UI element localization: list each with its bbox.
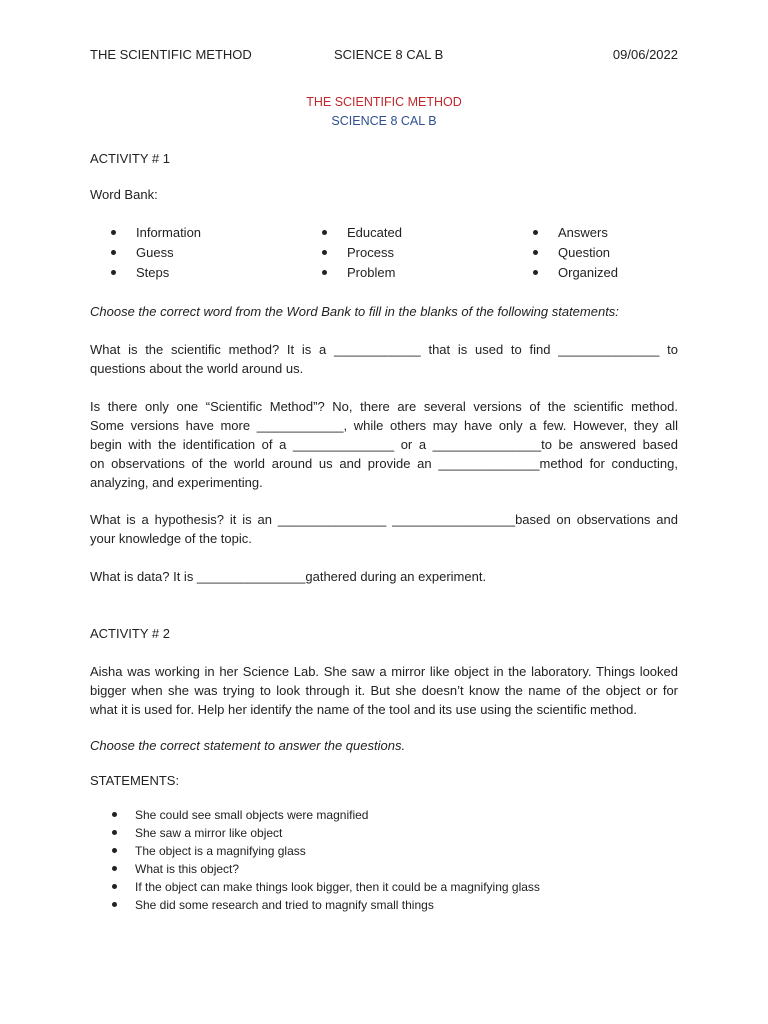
header-class: SCIENCE 8 CAL B <box>334 47 444 62</box>
word-bank-item: Steps <box>111 265 311 285</box>
word-bank-item: Guess <box>111 245 311 265</box>
word-bank-item: Question <box>533 245 733 265</box>
statement-item: She did some research and tried to magnify small things <box>90 897 678 915</box>
question-line: on observations of the world around us and provide an ______________method for conducting, <box>90 456 678 471</box>
activity-2-heading: ACTIVITY # 2 <box>90 626 170 641</box>
activity-1-instruction: Choose the correct word from the Word Bank to fill in the blanks of the following statements: <box>90 304 619 319</box>
question-line: analyzing, and experimenting. <box>90 475 263 490</box>
question-line: questions about the world around us. <box>90 361 304 376</box>
word-bank-column-2 <box>322 225 522 285</box>
statement-item: What is this object? <box>90 861 678 879</box>
word-bank-item: Problem <box>322 265 522 285</box>
header-date: 09/06/2022 <box>612 47 678 62</box>
statements-label: STATEMENTS: <box>90 773 180 788</box>
paragraph-line: Aisha was working in her Science Lab. She saw a mirror like object in the laboratory. Things looked <box>90 664 678 679</box>
statement-item: She saw a mirror like object <box>90 825 678 843</box>
statements-list <box>90 807 678 915</box>
word-bank-column-3 <box>533 225 733 285</box>
statement-item: If the object can make things look bigger, then it could be a magnifying glass <box>90 879 678 897</box>
word-bank-column-1 <box>111 225 311 285</box>
activity-2-instruction: Choose the correct statement to answer the questions. <box>90 738 406 753</box>
question-hypothesis <box>90 510 678 548</box>
question-line: begin with the identification of a ______________ or a _______________to be answered based <box>90 437 678 452</box>
header-left-title: THE SCIENTIFIC METHOD <box>90 47 252 62</box>
activity-1-heading: ACTIVITY # 1 <box>90 151 170 166</box>
question-line: your knowledge of the topic. <box>90 531 252 546</box>
word-bank-item: Educated <box>322 225 522 245</box>
word-bank-item: Process <box>322 245 522 265</box>
question-line: Is there only one “Scientific Method”? No, there are several versions of the scientific method. <box>90 399 678 414</box>
question-scientific-method <box>90 340 678 378</box>
question-data: What is data? It is _______________gathered during an experiment. <box>90 569 487 584</box>
paragraph-line: bigger when she was trying to look through it. But she doesn’t know the name of the object or for <box>90 683 678 698</box>
word-bank-item: Answers <box>533 225 733 245</box>
word-bank-label: Word Bank: <box>90 187 158 202</box>
page-subtitle: SCIENCE 8 CAL B <box>331 114 437 128</box>
question-line: What is a hypothesis? it is an _______________ _________________based on observations and <box>90 512 678 527</box>
paragraph-line: what it is used for. Help her identify the name of the tool and its use using the scientific method. <box>90 702 638 717</box>
statement-item: She could see small objects were magnified <box>90 807 678 825</box>
page-title: THE SCIENTIFIC METHOD <box>306 95 462 109</box>
question-versions <box>90 397 678 492</box>
question-line: Some versions have more ____________, while others may have only a few. However, they all <box>90 418 678 433</box>
word-bank-item: Information <box>111 225 311 245</box>
activity-2-paragraph <box>90 662 678 719</box>
statement-item: The object is a magnifying glass <box>90 843 678 861</box>
word-bank-item: Organized <box>533 265 733 285</box>
question-line: What is the scientific method? It is a ____________ that is used to find ______________ to <box>90 342 678 357</box>
